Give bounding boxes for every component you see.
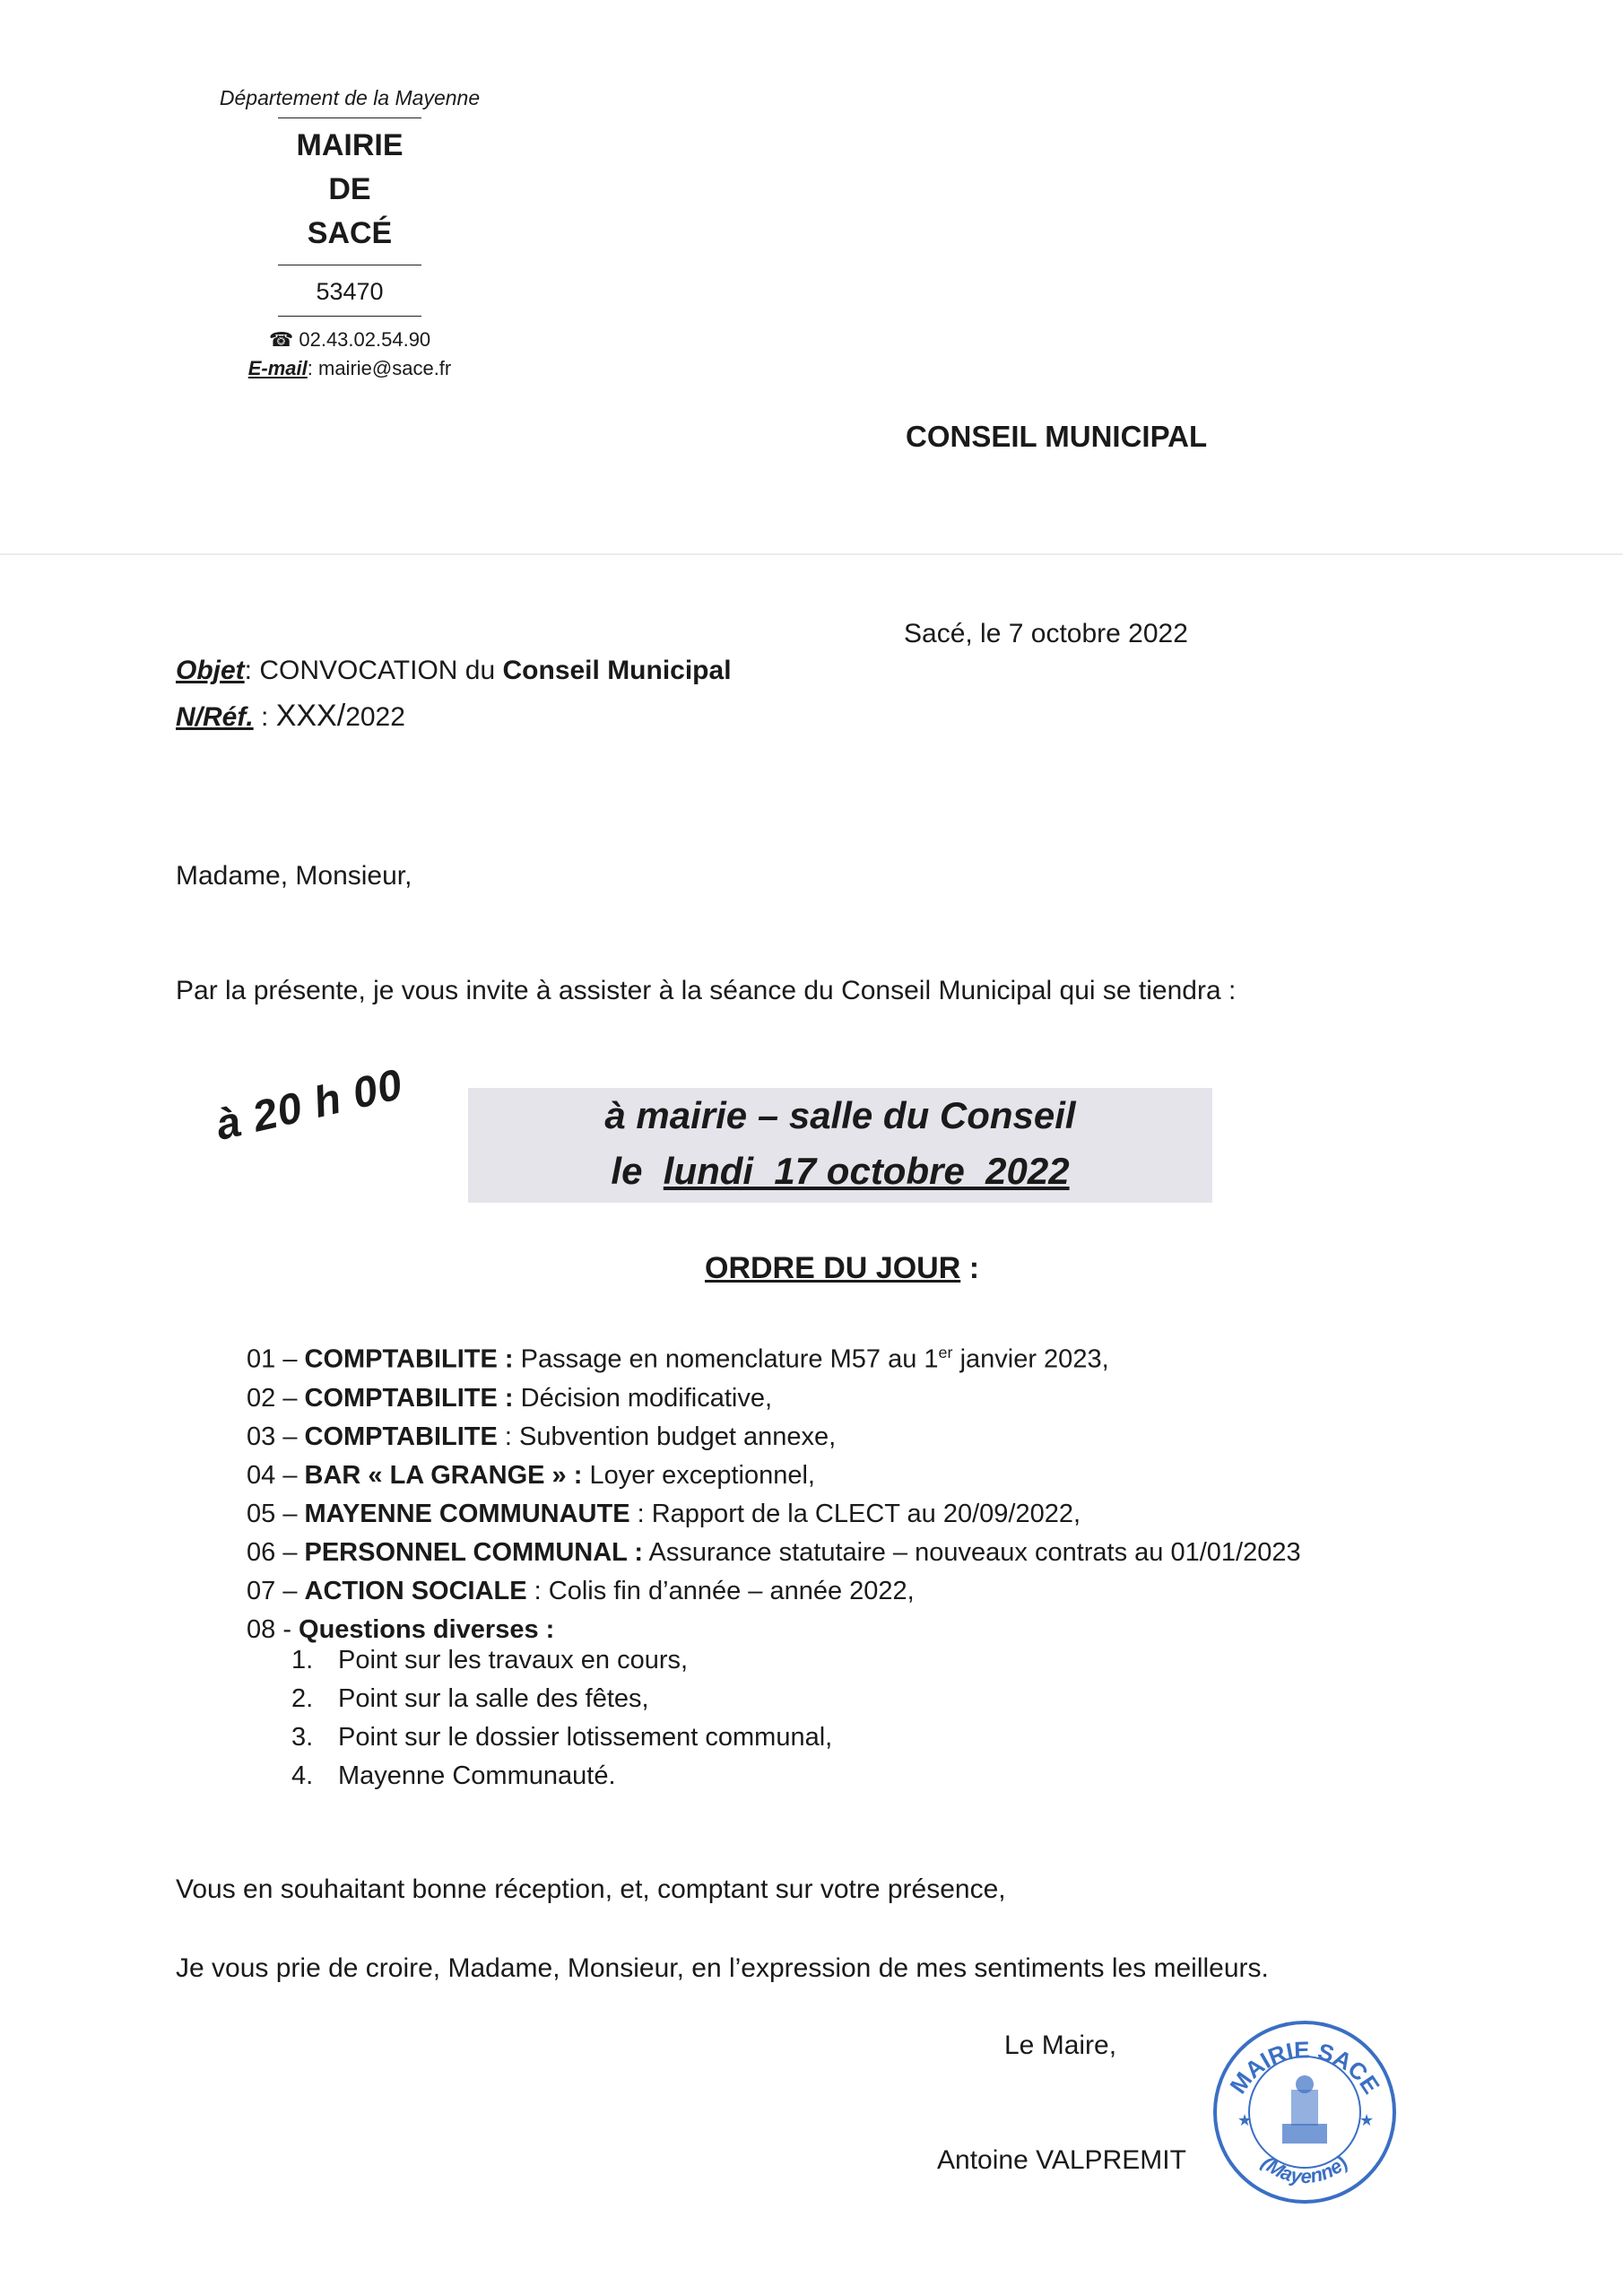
agenda-title: [705, 1251, 979, 1286]
svg-text:★: ★: [1359, 2111, 1375, 2129]
agenda-head: Questions diverses :: [299, 1614, 555, 1644]
agenda-text: Décision modificative,: [513, 1383, 773, 1413]
mairie-line-1: MAIRIE: [296, 128, 404, 162]
agenda-item: [247, 1572, 1301, 1611]
agenda-item: [247, 1457, 1301, 1495]
reference-sep: :: [253, 702, 276, 732]
sub-agenda-item: [291, 1680, 832, 1718]
agenda-num: 07 –: [247, 1576, 305, 1605]
letterhead-divider: [278, 316, 421, 317]
meeting-place: à mairie – salle du Conseil: [604, 1094, 1076, 1136]
agenda-text: Loyer exceptionnel,: [582, 1460, 815, 1490]
agenda-title-text: ORDRE DU JOUR: [705, 1251, 961, 1285]
mairie-line-3: SACÉ: [307, 216, 393, 250]
objet-label: Objet: [176, 656, 245, 685]
agenda-text: : Colis fin d’année – année 2022,: [526, 1576, 915, 1605]
reference-line: [176, 699, 405, 734]
stamp-top-text: MAIRIE SACE: [1224, 2036, 1385, 2099]
agenda-text: Passage en nomenclature M57 au 1: [513, 1344, 939, 1374]
letterhead-divider: [278, 117, 421, 118]
sub-agenda-text: Mayenne Communauté.: [338, 1761, 616, 1790]
meeting-venue-box: [468, 1088, 1212, 1203]
sub-agenda-item: [291, 1718, 832, 1757]
phone-number: 02.43.02.54.90: [299, 328, 431, 351]
department-name: Département de la Mayenne: [219, 86, 481, 109]
reference-year: 2022: [345, 702, 405, 732]
agenda-num: 02 –: [247, 1383, 305, 1413]
objet-text-bold: Conseil Municipal: [502, 656, 732, 685]
agenda-head: BAR « LA GRANGE » :: [304, 1460, 583, 1490]
agenda-item: [247, 1495, 1301, 1534]
sub-agenda-text: Point sur la salle des fêtes,: [338, 1684, 649, 1713]
agenda-num: 08 -: [247, 1614, 299, 1644]
mairie-line-2: DE: [328, 172, 371, 206]
agenda-head: PERSONNEL COMMUNAL :: [304, 1537, 644, 1567]
closing-line-1: Vous en souhaitant bonne réception, et, comptant sur votre présence,: [176, 1874, 1006, 1904]
agenda-num: 03 –: [247, 1422, 305, 1451]
letterhead: [202, 86, 498, 383]
stamp-bottom-text: (Mayenne): [1257, 2151, 1352, 2188]
sub-agenda-num: 2.: [291, 1684, 314, 1713]
agenda-head: COMPTABILITE :: [304, 1383, 514, 1413]
fold-line: [0, 553, 1623, 555]
sub-agenda-text: Point sur le dossier lotissement communal,: [338, 1723, 833, 1752]
email-label: E-mail: [247, 357, 308, 379]
document-title: CONSEIL MUNICIPAL: [906, 420, 1208, 453]
agenda-head: COMPTABILITE :: [304, 1344, 514, 1374]
objet-line: [176, 656, 732, 686]
meeting-date-line: [468, 1144, 1212, 1199]
salutation: Madame, Monsieur,: [176, 861, 412, 891]
date-line: Sacé, le 7 octobre 2022: [904, 619, 1188, 648]
agenda-tail: janvier 2023,: [952, 1344, 1109, 1374]
agenda-item: [247, 1534, 1301, 1572]
agenda-num: 04 –: [247, 1460, 305, 1490]
postal-code: 53470: [316, 278, 384, 305]
agenda-title-suffix: :: [960, 1251, 980, 1285]
sub-agenda-item: [291, 1641, 832, 1680]
email-line: [202, 354, 498, 383]
svg-text:★: ★: [1237, 2111, 1253, 2129]
phone-line: [202, 326, 498, 354]
agenda-head: MAYENNE COMMUNAUTE: [304, 1499, 630, 1528]
meeting-date-prefix: le: [611, 1150, 664, 1192]
agenda-head: COMPTABILITE: [304, 1422, 498, 1451]
signature-title: Le Maire,: [1004, 2031, 1117, 2060]
email-address: : mairie@sace.fr: [307, 357, 452, 379]
sub-agenda-text: Point sur les travaux en cours,: [338, 1646, 689, 1674]
agenda-text: : Subvention budget annexe,: [497, 1422, 837, 1451]
agenda-text: : Rapport de la CLECT au 20/09/2022,: [629, 1499, 1081, 1528]
intro-paragraph: Par la présente, je vous invite à assister à la séance du Conseil Municipal qui se tiendra :: [176, 976, 1237, 1005]
agenda-sup: er: [938, 1344, 953, 1361]
reference-code: XXX/: [275, 699, 346, 733]
sub-agenda-num: 1.: [291, 1646, 314, 1674]
agenda-num: 01 –: [247, 1344, 305, 1374]
sub-agenda-list: [291, 1641, 832, 1796]
meeting-date: lundi 17 octobre 2022: [663, 1150, 1070, 1192]
objet-text: : CONVOCATION du: [244, 656, 503, 685]
agenda-head: ACTION SOCIALE: [304, 1576, 527, 1605]
sub-agenda-item: [291, 1757, 832, 1796]
agenda-text: Assurance statutaire – nouveaux contrats au 01/01/2023: [643, 1537, 1301, 1567]
sub-agenda-num: 4.: [291, 1761, 314, 1790]
agenda-item: [247, 1334, 1301, 1379]
official-stamp: [1211, 2018, 1399, 2206]
phone-icon: ☎: [268, 328, 294, 351]
agenda-item: [247, 1418, 1301, 1457]
agenda-list: [247, 1334, 1301, 1649]
sub-agenda-num: 3.: [291, 1723, 314, 1752]
agenda-num: 06 –: [247, 1537, 305, 1567]
signer-name: Antoine VALPREMIT: [937, 2145, 1186, 2175]
meeting-time: à 20 h 00: [211, 1060, 408, 1151]
agenda-item: [247, 1379, 1301, 1418]
agenda-num: 05 –: [247, 1499, 305, 1528]
closing-line-2: Je vous prie de croire, Madame, Monsieur, en l’expression de mes sentiments les meilleurs.: [176, 1953, 1269, 1983]
reference-label: N/Réf.: [176, 702, 254, 732]
